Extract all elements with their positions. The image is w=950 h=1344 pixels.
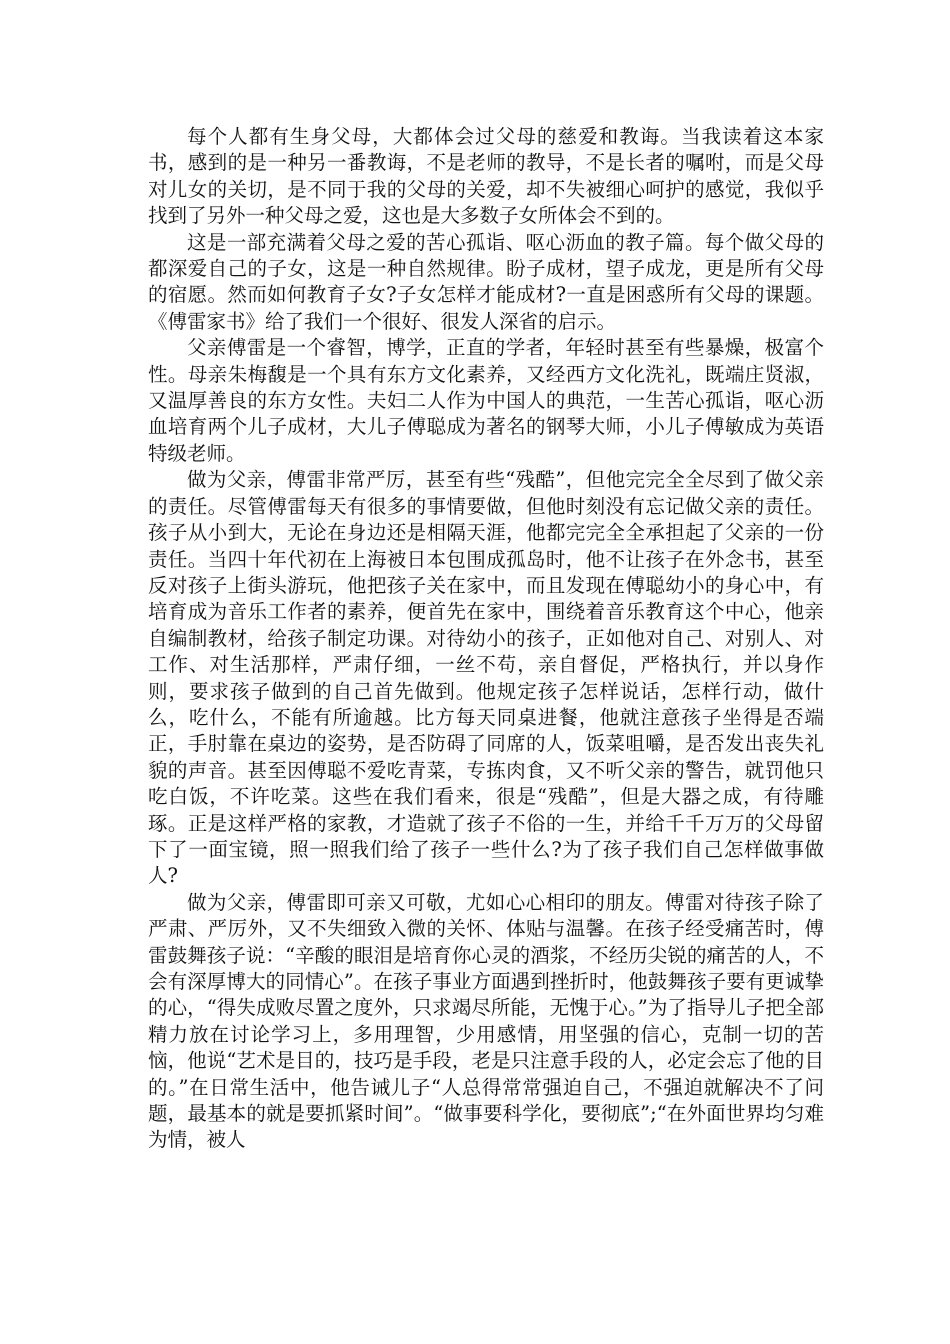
paragraph-1: 每个人都有生身父母，大都体会过父母的慈爱和教诲。当我读着这本家书，感到的是一种另一番教诲，不是老师的教导，不是长者的嘱咐，而是父母对儿女的关切，是不同于我的父母的关爱，却不失被细心呵护的感觉，我似乎找到了另外一种父母之爱，这也是大多数子女所体会不到的。 — [148, 125, 824, 228]
paragraph-3: 父亲傅雷是一个睿智，博学，正直的学者，年轻时甚至有些暴燥，极富个性。母亲朱梅馥是一个具有东方文化素养，又经西方文化洗礼，既端庄贤淑，又温厚善良的东方女性。夫妇二人作为中国人的典范，一生苦心孤诣，呕心沥血培育两个儿子成材，大儿子傅聪成为著名的钢琴大师，小儿子傅敏成为英语特级老师。 — [148, 336, 824, 465]
paragraph-4: 做为父亲，傅雷非常严厉，甚至有些“残酷”，但他完完全全尽到了做父亲的责任。尽管傅雷每天有很多的事情要做，但他时刻没有忘记做父亲的责任。孩子从小到大，无论在身边还是相隔天涯，他都完完全全承担起了父亲的一份责任。当四十年代初在上海被日本包围成孤岛时，他不让孩子在外念书，甚至反对孩子上街头游玩，他把孩子关在家中，而且发现在傅聪幼小的身心中，有培育成为音乐工作者的素养，便首先在家中，围绕着音乐教育这个中心，他亲自编制教材，给孩子制定功课。对待幼小的孩子，正如他对自己、对别人、对工作、对生活那样，严肃仔细，一丝不苟，亲自督促，严格执行，并以身作则，要求孩子做到的自己首先做到。他规定孩子怎样说话，怎样行动，做什么，吃什么，不能有所逾越。比方每天同桌进餐，他就注意孩子坐得是否端正，手肘靠在桌边的姿势，是否防碍了同席的人，饭菜咀嚼，是否发出丧失礼貌的声音。甚至因傅聪不爱吃青菜，专拣肉食，又不听父亲的警告，就罚他只吃白饭，不许吃菜。这些在我们看来，很是“残酷”，但是大器之成，有待雕琢。正是这样严格的家教，才造就了孩子不俗的一生，并给千千万万的父母留下了一面宝镜，照一照我们给了孩子一些什么?为了孩子我们自己怎样做事做人? — [148, 468, 824, 888]
paragraph-5: 做为父亲，傅雷即可亲又可敬，尤如心心相印的朋友。傅雷对待孩子除了严肃、严厉外，又不失细致入微的关怀、体贴与温馨。在孩子经受痛苦时，傅雷鼓舞孩子说：“辛酸的眼泪是培育你心灵的酒浆，不经历尖锐的痛苦的人，不会有深厚博大的同情心”。在孩子事业方面遇到挫折时，他鼓舞孩子要有更诚挚的心，“得失成败尽置之度外，只求竭尽所能，无愧于心。”为了指导儿子把全部精力放在讨论学习上，多用理智，少用感情，用坚强的信心，克制一切的苦恼，他说“艺术是目的，技巧是手段，老是只注意手段的人，必定会忘了他的目的。”在日常生活中，他告诫儿子“人总得常常强迫自己，不强迫就解决不了问题，最基本的就是要抓紧时间”。“做事要科学化，要彻底”;“在外面世界均匀难为情，被人 — [148, 890, 824, 1152]
document-body — [148, 124, 824, 1154]
paragraph-2: 这是一部充满着父母之爱的苦心孤诣、呕心沥血的教子篇。每个做父母的都深爱自己的子女，这是一种自然规律。盼子成材，望子成龙，更是所有父母的宿愿。然而如何教育子女?子女怎样才能成材?一直是困惑所有父母的课题。《傅雷家书》给了我们一个很好、很发人深省的启示。 — [148, 230, 824, 333]
